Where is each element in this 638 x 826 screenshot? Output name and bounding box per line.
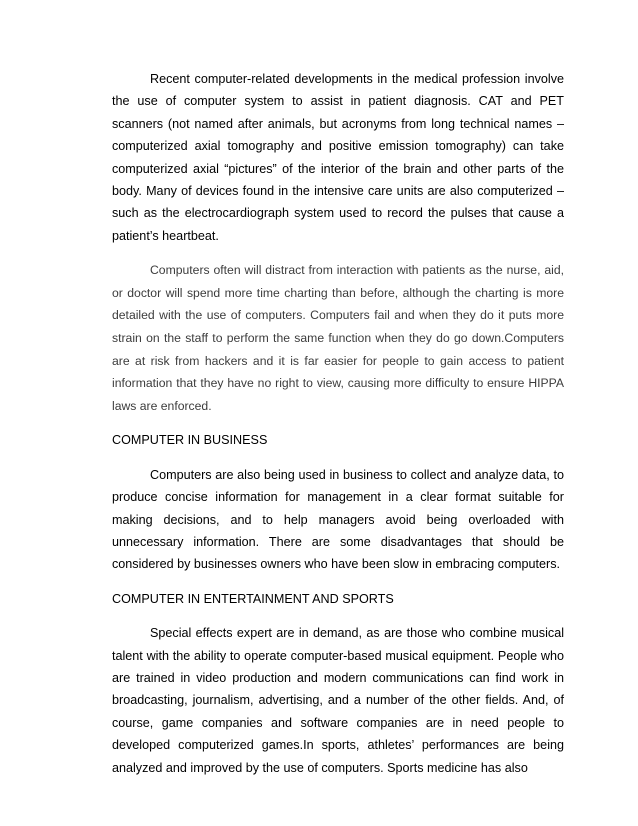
heading-computer-in-business: COMPUTER IN BUSINESS xyxy=(112,433,268,448)
document-page xyxy=(112,68,564,779)
paragraph-medical-developments: Recent computer-related developments in the medical profession involve the use of computer system to assist in patient diagnosis. CAT and PET scanners (not named after animals, but acronyms from long technical names – computerized axial tomography and positive emission tomography) can take computerized axial “pictures” of the interior of the brain and other parts of the body. Many of devices found in the intensive care units are also computerized – such as the electrocardiograph system used to record the pulses that cause a patient’s heartbeat. xyxy=(112,72,564,243)
paragraph-business: Computers are also being used in business to collect and analyze data, to produce concise information for management in a clear format suitable for making decisions, and to help managers avoid being overloaded with unnecessary information. There are some disadvantages that should be considered by businesses owners who have been slow in embracing computers. xyxy=(112,467,564,572)
paragraph-entertainment-sports: Special effects expert are in demand, as are those who combine musical talent with the ability to operate computer-based musical equipment. People who are trained in video production and modern communications can find work in broadcasting, journalism, advertising, and a number of the other fields. And, of course, game companies and software companies are in need people to developed computerized games.In sports, athletes’ performances are being analyzed and improved by the use of computers. Sports medicine has also xyxy=(112,626,564,775)
paragraph-medical-disadvantages: Computers often will distract from interaction with patients as the nurse, aid, or doctor will spend more time charting than before, although the charting is more detailed with the use of computers. Computers fail and when they do it puts more strain on the staff to perform the same function when they do go down.Computers are at risk from hackers and it is far easier for people to gain access to patient information that they have no right to view, causing more difficulty to ensure HIPPA laws are enforced. xyxy=(112,263,564,413)
heading-entertainment-and-sports: COMPUTER IN ENTERTAINMENT AND SPORTS xyxy=(112,591,394,606)
